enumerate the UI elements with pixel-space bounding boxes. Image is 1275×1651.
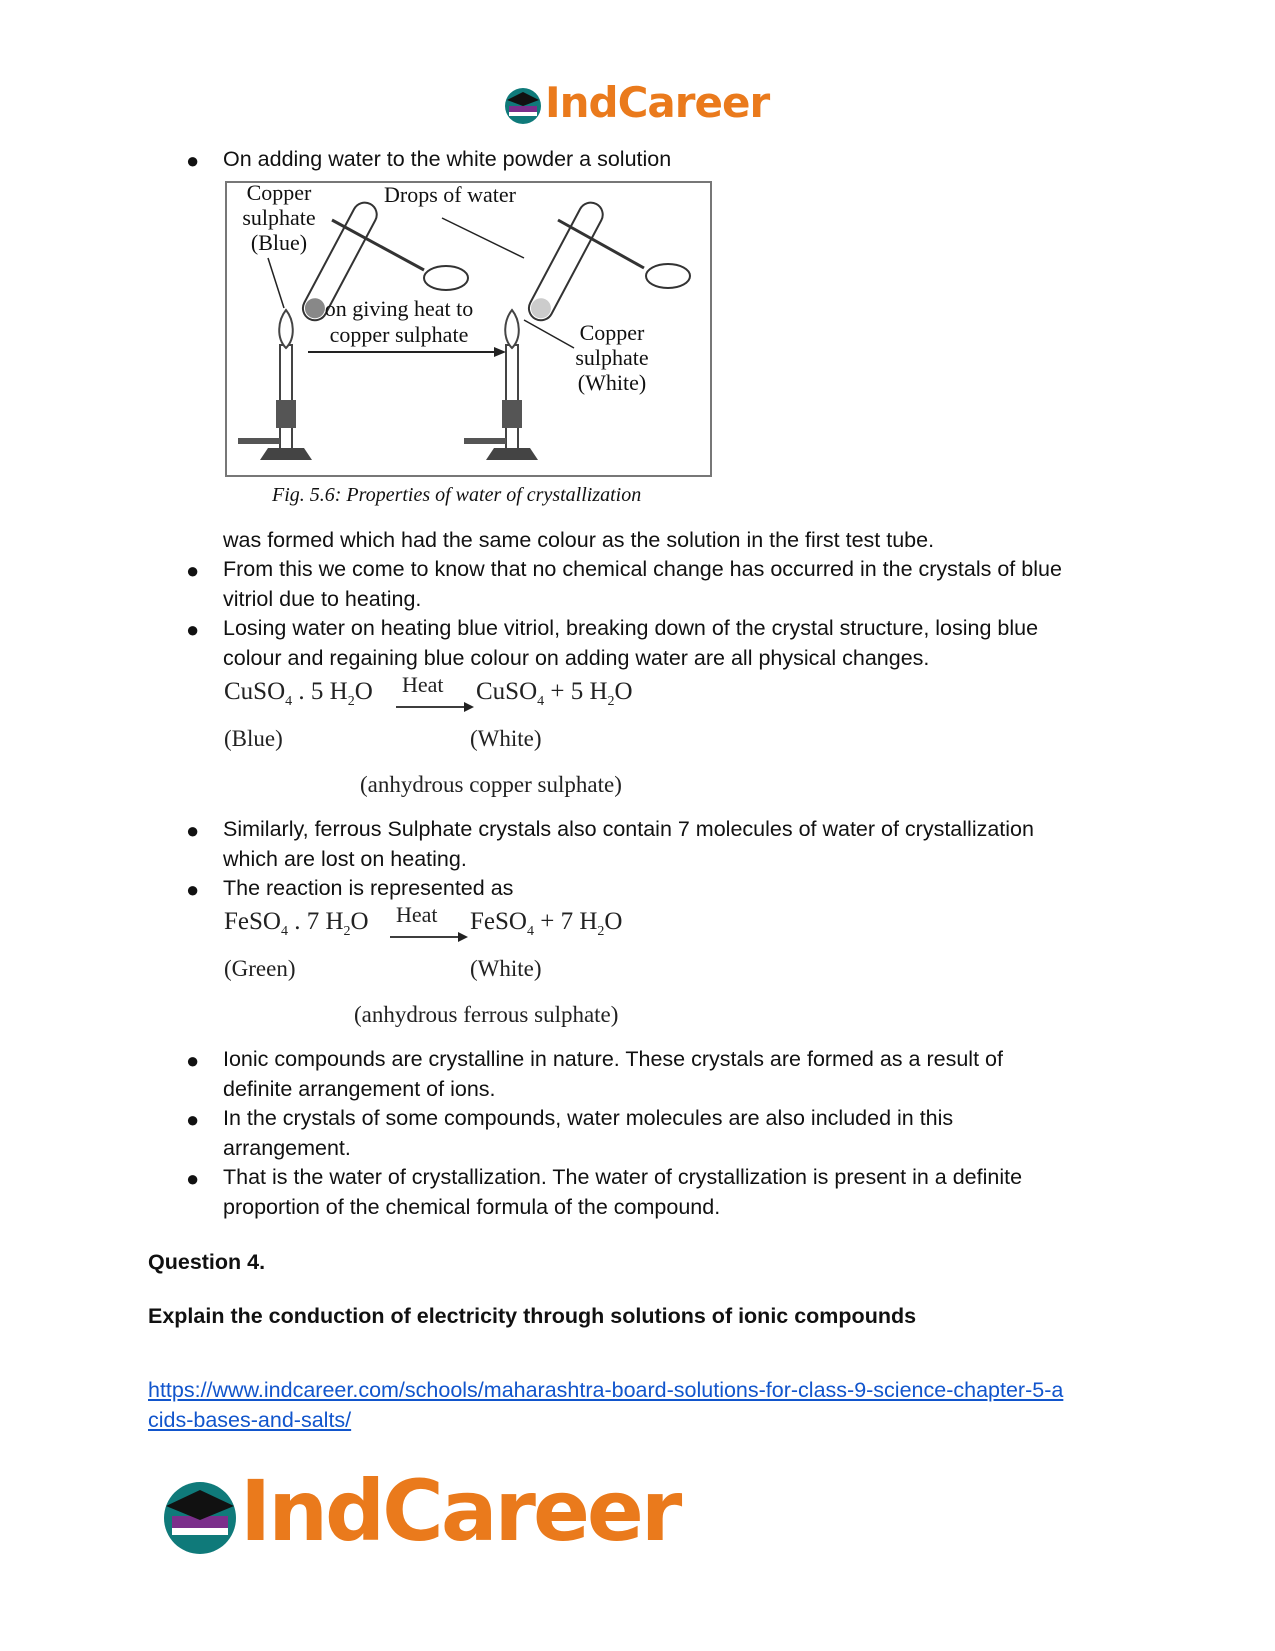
equation-1-left: CuSO$_4$ . 5 $H_2O$ — [224, 678, 373, 709]
question-text: Explain the conduction of electricity through solutions of ionic compounds — [148, 1304, 917, 1328]
equation-1-label-right: (White) — [470, 726, 542, 751]
bullet-text: definite arrangement of ions. — [223, 1077, 496, 1101]
equation-2-label-right: (White) — [470, 956, 542, 981]
logo-bottom — [160, 1462, 700, 1560]
bullet-dot: ● — [186, 1166, 200, 1191]
logo-wordmark: IndCareer — [545, 78, 770, 127]
bullet-text: Losing water on heating blue vitriol, breaking down of the crystal structure, losing blue — [223, 616, 1039, 640]
bullet-text: colour and regaining blue colour on adding water are all physical changes. — [223, 646, 930, 670]
source-link-line[interactable]: https://www.indcareer.com/schools/maharashtra-board-solutions-for-class-9-science-chapter-5-a — [148, 1378, 1064, 1402]
bullet-text: The reaction is represented as — [223, 876, 514, 900]
source-link[interactable] — [148, 1375, 1148, 1435]
figure-label-line: sulphate — [575, 345, 649, 370]
bullet-dot: ● — [186, 617, 200, 642]
bullet-dot: ● — [186, 1107, 200, 1132]
figure-label-line: on giving heat to — [324, 296, 474, 321]
equation-2-left: FeSO$_4$ . 7 $H_2O$ — [224, 908, 369, 939]
arrow-icon — [394, 700, 474, 718]
bullet-dot: ● — [186, 1048, 200, 1073]
continuation-text: was formed which had the same colour as the solution in the first test tube. — [223, 528, 935, 552]
equation-2-label-left: (Green) — [224, 956, 296, 981]
figure-label-line: (Blue) — [250, 230, 308, 255]
figure-label-line: copper sulphate — [329, 322, 469, 347]
arrow-icon — [388, 930, 468, 948]
figure-crystallization — [224, 180, 714, 510]
logo-top — [503, 80, 773, 128]
question-heading: Question 4. — [148, 1250, 266, 1274]
equation-1-right: CuSO$_4$ + 5 $H_2O$ — [476, 678, 633, 709]
figure-label-right — [562, 320, 662, 395]
bullet-text: Similarly, ferrous Sulphate crystals also contain 7 molecules of water of crystallization — [223, 817, 1034, 841]
bullet-dot: ● — [186, 818, 200, 843]
bullet-text: From this we come to know that no chemical change has occurred in the crystals of blue — [223, 557, 1062, 581]
bullet-dot: ● — [186, 558, 200, 583]
equation-2-right: FeSO$_4$ + 7 $H_2O$ — [470, 908, 623, 939]
bullet-dot: ● — [186, 877, 200, 902]
equation-2-note: (anhydrous ferrous sulphate) — [354, 1002, 619, 1027]
equation-2-arrow-label: Heat — [396, 902, 438, 927]
bullet-text: That is the water of crystallization. The water of crystallization is present in a definite — [223, 1165, 1023, 1189]
figure-label-line: Copper — [579, 320, 645, 345]
logo-wordmark: IndCareer — [240, 1462, 680, 1560]
bullet-text: On adding water to the white powder a solution — [223, 147, 672, 171]
bullet-text: vitriol due to heating. — [223, 587, 422, 611]
figure-label-drops: Drops of water — [384, 182, 516, 207]
bullet-text: proportion of the chemical formula of the compound. — [223, 1195, 721, 1219]
equation-1-arrow-label: Heat — [402, 672, 444, 697]
logo-emblem-icon — [160, 1470, 250, 1560]
bullet-dot: ● — [186, 148, 200, 173]
bullet-text: arrangement. — [223, 1136, 351, 1160]
equation-1-note: (anhydrous copper sulphate) — [360, 772, 622, 797]
figure-label-line: sulphate — [242, 205, 316, 230]
bullet-text: Ionic compounds are crystalline in nature. These crystals are formed as a result of — [223, 1047, 1003, 1071]
bullet-text: which are lost on heating. — [223, 847, 467, 871]
source-link-line[interactable]: cids-bases-and-salts/ — [148, 1408, 352, 1432]
equation-1-label-left: (Blue) — [224, 726, 283, 751]
figure-label-left — [234, 180, 324, 255]
figure-caption: Fig. 5.6: Properties of water of crystallization — [272, 484, 642, 506]
figure-label-mid — [314, 296, 484, 348]
figure-label-line: (White) — [577, 370, 647, 395]
figure-label-line: Copper — [246, 180, 312, 205]
bullet-text: In the crystals of some compounds, water molecules are also included in this — [223, 1106, 954, 1130]
